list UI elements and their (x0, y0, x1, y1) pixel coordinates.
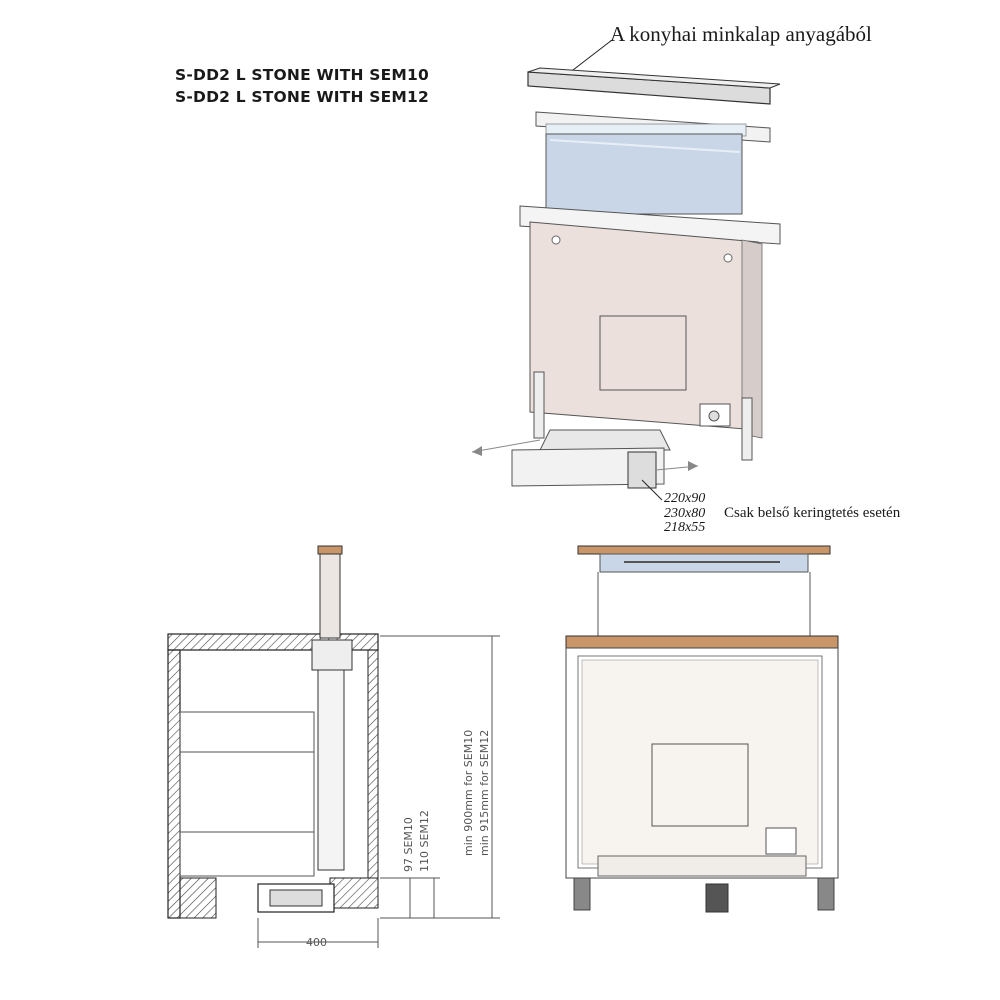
control-box-front (766, 828, 796, 854)
duct-size-1: 220x90 (664, 491, 706, 506)
model-title-sem10: S-DD2 L STONE WITH SEM10 (175, 66, 430, 84)
cabinet-side-wall (168, 650, 180, 918)
hood-body (530, 222, 758, 430)
height-dimension-sem10: min 900mm for SEM10 (462, 729, 475, 856)
drawer-1 (180, 712, 314, 752)
duct-size-3: 218x55 (664, 520, 706, 535)
worktop-front (566, 636, 838, 648)
plinth-dimension-sem12: 110 SEM12 (418, 810, 431, 872)
hood-body-side (318, 670, 344, 870)
plinth-dimension-sem10: 97 SEM10 (402, 817, 415, 872)
worktop-material-callout: A konyhai minkalap anyagából (610, 22, 872, 46)
drawer-2 (180, 752, 314, 832)
height-dimension-sem12: min 915mm for SEM12 (478, 729, 491, 856)
front-view (566, 546, 838, 912)
duct-size-2: 230x80 (664, 506, 706, 521)
model-title-sem12: S-DD2 L STONE WITH SEM12 (175, 88, 430, 106)
width-dimension: 400 (306, 936, 327, 949)
motor-front (706, 884, 728, 912)
leg-left (534, 372, 544, 438)
motor-unit (540, 430, 670, 450)
exploded-3d-view (472, 40, 780, 500)
foot-right (818, 878, 834, 910)
leg-right (742, 398, 752, 460)
foot-left (574, 878, 590, 910)
side-section-view (168, 546, 500, 949)
recirculation-note: Csak belső keringtetés esetén (724, 505, 901, 521)
hood-column (320, 548, 340, 638)
duct-outlet (628, 452, 656, 488)
drawer-3 (180, 832, 314, 876)
hood-top-raised (578, 546, 830, 554)
